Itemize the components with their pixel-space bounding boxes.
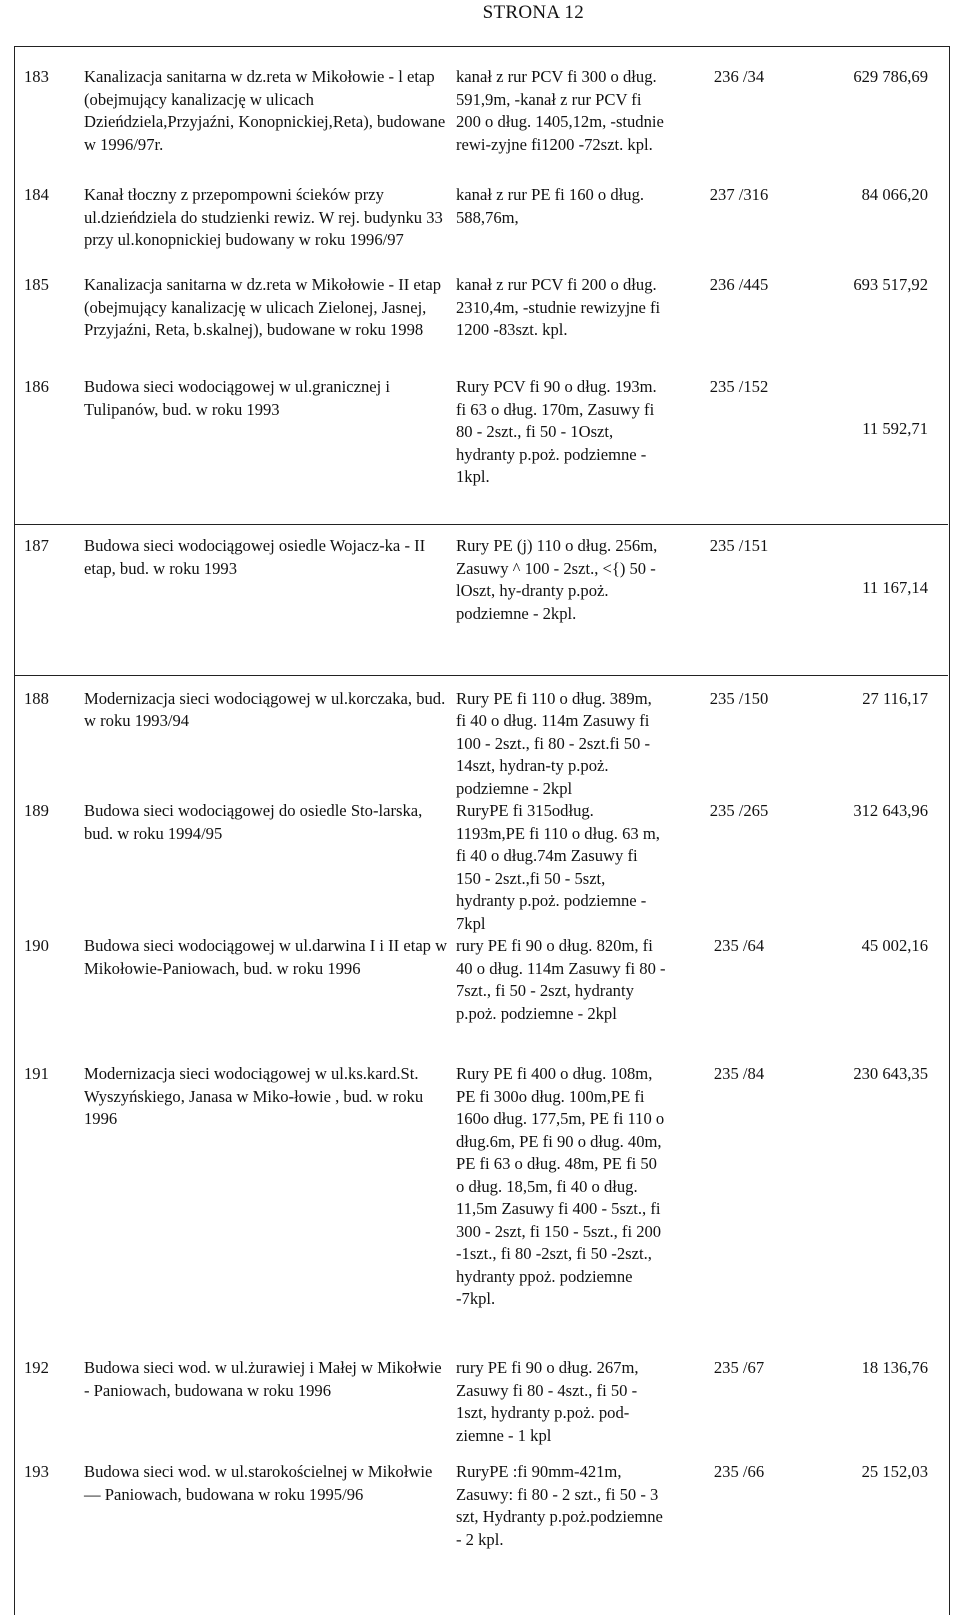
row-number: 193 bbox=[24, 1462, 49, 1481]
asset-value: 25 152,03 bbox=[861, 1462, 928, 1481]
asset-value: 45 002,16 bbox=[861, 936, 928, 955]
asset-name: Budowa sieci wodociągowej osiedle Wojacz-ka - II etap, bud. w roku 1993 bbox=[84, 536, 426, 578]
page-number: STRONA 12 bbox=[482, 2, 584, 23]
asset-spec: kanał z rur PCV fi 200 o dług. 2310,4m, -studnie rewizyjne fi 1200 -83szt. kpl. bbox=[456, 275, 661, 339]
asset-spec: Rury PE fi 110 o dług. 389m, fi 40 o dług. 114m Zasuwy fi 100 - 2szt., fi 80 - 2szt.fi 50 - 14szt, hydran-ty p.poż. podziemne - 2kpl bbox=[456, 688, 652, 798]
asset-name: Kanalizacja sanitarna w dz.reta w Mikołowie - II etap (obejmujący kanalizację w ulicach Zielonej, Jasnej, Przyjaźni, Reta, b.skalnej), budowane w roku 1998 bbox=[84, 275, 442, 339]
plot-number: 237 /316 bbox=[709, 185, 769, 204]
asset-spec: Rury PE (j) 110 o dług. 256m, Zasuwy ^ 100 - 2szt., <{) 50 - lOszt, hy-dranty p.poż. podziemne - 2kpl. bbox=[456, 536, 658, 623]
plot-number: 235 /67 bbox=[713, 1358, 765, 1377]
asset-spec: RuryPE :fi 90mm-421m, Zasuwy: fi 80 - 2 szt., fi 50 - 3 szt, Hydranty p.poż.podziemne - 2 kpl. bbox=[456, 1462, 663, 1549]
asset-register-table bbox=[14, 66, 948, 1561]
plot-number: 235 /151 bbox=[709, 536, 769, 555]
table-row bbox=[14, 66, 948, 184]
table-row bbox=[14, 1461, 948, 1561]
table-row bbox=[14, 800, 948, 935]
asset-value: 27 116,17 bbox=[862, 688, 928, 708]
asset-value: 312 643,96 bbox=[853, 801, 928, 820]
row-number: 187 bbox=[24, 536, 49, 555]
asset-spec: RuryPE fi 315odług. 1193m,PE fi 110 o dług. 63 m, fi 40 o dług.74m Zasuwy fi 150 - 2szt.,fi 50 - 5szt, hydranty p.poż. podziemne - 7kpl bbox=[456, 801, 660, 933]
row-number: 185 bbox=[24, 275, 49, 294]
asset-spec: Rury PCV fi 90 o dług. 193m. fi 63 o dług. 170m, Zasuwy fi 80 - 2szt., fi 50 - 1Oszt, hydranty p.poż. podziemne - 1kpl. bbox=[456, 377, 657, 486]
row-number: 189 bbox=[24, 801, 49, 820]
asset-spec: Rury PE fi 400 o dług. 108m, PE fi 300o dług. 100m,PE fi 160o dług. 177,5m, PE fi 110 o dług.6m, PE fi 90 o dług. 40m, PE fi 63 o dług. 48m, PE fi 50 o dług. 18,5m, fi 40 o dług. 11,5m Zasuwy fi 400 - 5szt., fi 300 - 2szt, fi 150 - 5szt., fi 200 -1szt., fi 80 -2szt, fi 50 -2szt., hydranty ppoż. podziemne -7kpl. bbox=[456, 1064, 665, 1308]
row-number: 191 bbox=[24, 1064, 49, 1083]
table-row bbox=[14, 184, 948, 274]
table-row bbox=[14, 376, 948, 522]
row-number: 192 bbox=[24, 1358, 49, 1377]
asset-value: 84 066,20 bbox=[861, 185, 928, 204]
asset-value: 230 643,35 bbox=[853, 1064, 928, 1083]
table-row bbox=[14, 525, 948, 673]
asset-name: Budowa sieci wodociągowej w ul.darwina I i II etap w Mikołowie-Paniowach, bud. w roku 1996 bbox=[84, 936, 448, 978]
plot-number: 235 /64 bbox=[713, 936, 765, 955]
row-number: 184 bbox=[24, 185, 49, 204]
plot-number: 236 /445 bbox=[709, 275, 769, 294]
page-header bbox=[0, 2, 960, 24]
asset-name: Budowa sieci wod. w ul.starokościelnej w Mikołwie — Paniowach, budowana w roku 1995/96 bbox=[84, 1462, 433, 1504]
plot-number: 235 /84 bbox=[713, 1064, 765, 1083]
table-row bbox=[14, 935, 948, 1063]
asset-name: Budowa sieci wodociągowej w ul.granicznej i Tulipanów, bud. w roku 1993 bbox=[84, 377, 390, 419]
asset-spec: rury PE fi 90 o dług. 820m, fi 40 o dług. 114m Zasuwy fi 80 - 7szt., fi 50 - 2szt, hydranty p.poż. podziemne - 2kpl bbox=[456, 936, 666, 1023]
table-row bbox=[14, 274, 948, 376]
table-row bbox=[14, 1357, 948, 1461]
table-row bbox=[14, 1063, 948, 1357]
row-number: 183 bbox=[24, 67, 49, 86]
plot-number: 235 /66 bbox=[713, 1462, 765, 1481]
asset-value: 629 786,69 bbox=[853, 67, 928, 86]
asset-name: Kanał tłoczny z przepompowni ścieków przy ul.dzieńdziela do studzienki rewiz. W rej. budynku 33 przy ul.konopnickiej budowany w roku 1996/97 bbox=[84, 185, 443, 249]
asset-value: 11 167,14 bbox=[862, 578, 928, 597]
asset-name: Budowa sieci wod. w ul.żurawiej i Małej w Mikołwie - Paniowach, budowana w roku 1996 bbox=[84, 1358, 442, 1400]
plot-number: 235 /150 bbox=[709, 688, 769, 708]
plot-number: 236 /34 bbox=[713, 67, 765, 86]
asset-value: 11 592,71 bbox=[862, 419, 928, 438]
asset-value: 18 136,76 bbox=[861, 1358, 928, 1377]
row-number: 188 bbox=[24, 688, 49, 708]
plot-number: 235 /265 bbox=[709, 801, 769, 820]
asset-name: Budowa sieci wodociągowej do osiedle Sto-larska, bud. w roku 1994/95 bbox=[84, 801, 423, 843]
asset-spec: kanał z rur PE fi 160 o dług. 588,76m, bbox=[456, 185, 645, 227]
asset-value: 693 517,92 bbox=[853, 275, 928, 294]
asset-spec: kanał z rur PCV fi 300 o dług. 591,9m, -kanał z rur PCV fi 200 o dług. 1405,12m, -studnie rewi-zyjne fi1200 -72szt. kpl. bbox=[456, 67, 664, 154]
asset-spec: rury PE fi 90 o dług. 267m, Zasuwy fi 80 - 4szt., fi 50 - 1szt, hydranty p.poż. pod-ziemne - 1 kpl bbox=[456, 1358, 639, 1445]
row-number: 186 bbox=[24, 377, 49, 396]
row-number: 190 bbox=[24, 936, 49, 955]
plot-number: 235 /152 bbox=[709, 377, 769, 396]
asset-name: Modernizacja sieci wodociągowej w ul.korczaka, bud. w roku 1993/94 bbox=[84, 688, 446, 730]
asset-name: Kanalizacja sanitarna w dz.reta w Mikołowie - l etap (obejmujący kanalizację w ulicach Dzieńdziela,Przyjaźni, Konopnickiej,Reta), budowane w 1996/97r. bbox=[84, 67, 446, 154]
asset-name: Modernizacja sieci wodociągowej w ul.ks.kard.St. Wyszyńskiego, Janasa w Miko-łowie , bud. w roku 1996 bbox=[84, 1064, 424, 1128]
table-row bbox=[14, 675, 948, 800]
